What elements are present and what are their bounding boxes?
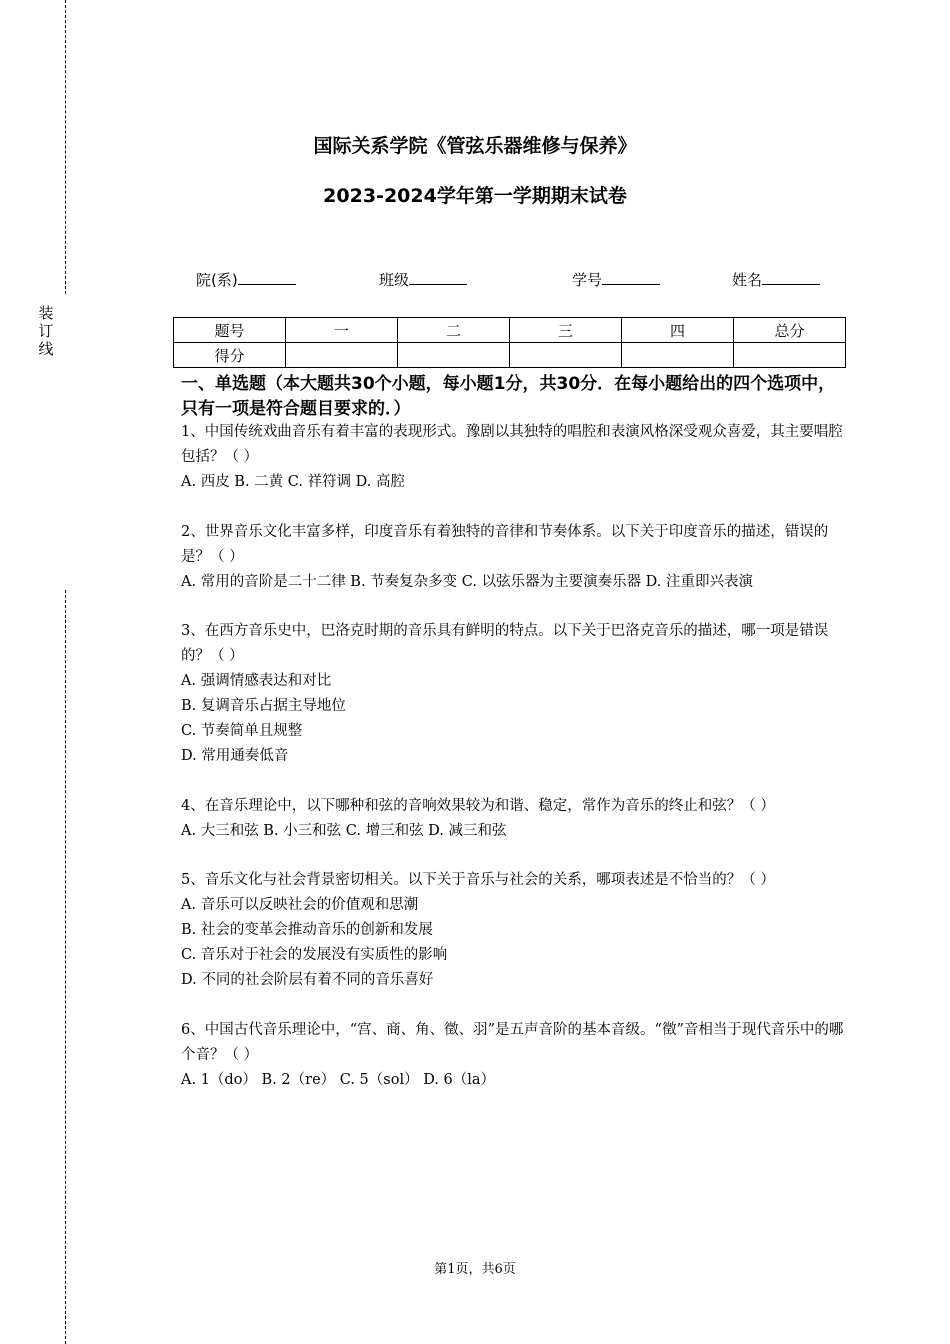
class-field: [379, 268, 467, 290]
score-cell: 得分: [174, 343, 286, 368]
name-blank: [762, 268, 820, 285]
question-options: A. 大三和弦 B. 小三和弦 C. 增三和弦 D. 减三和弦: [181, 822, 507, 839]
question-option: A. 音乐可以反映社会的价值观和思潮: [181, 897, 419, 913]
student-id-blank: [602, 268, 660, 285]
score-table: [173, 317, 846, 368]
question-options: A. 1（do） B. 2（re） C. 5（sol） D. 6（la）: [181, 1071, 496, 1088]
question-options: A. 常用的音阶是二十二律 B. 节奏复杂多变 C. 以弦乐器为主要演奏乐器 D. 注重即兴表演: [181, 573, 754, 590]
student-info-row: [0, 268, 950, 292]
score-table-score-row: [174, 343, 846, 368]
question-option: B. 社会的变革会推动音乐的创新和发展: [181, 922, 433, 938]
binding-line-bottom: [65, 590, 66, 1344]
question-text: 2、世界音乐文化丰富多样，印度音乐有着独特的音律和节奏体系。以下关于印度音乐的描述，错误的是？（ ）: [181, 523, 829, 565]
score-cell: [622, 343, 734, 368]
exam-subtitle: 2023-2024学年第一学期期末试卷: [323, 185, 627, 207]
binding-label: [38, 304, 54, 358]
student-id-label: 学号: [572, 271, 603, 289]
question-item: [181, 520, 846, 595]
question-item: [181, 868, 846, 993]
question-item: [181, 794, 846, 844]
class-label: 班级: [379, 271, 410, 289]
score-table-header-row: [174, 318, 846, 343]
question-text: 3、在西方音乐史中，巴洛克时期的音乐具有鲜明的特点。以下关于巴洛克音乐的描述，哪一项是错误的？（ ）: [181, 623, 829, 664]
question-text: 1、中国传统戏曲音乐有着丰富的表现形式。豫剧以其独特的唱腔和表演风格深受观众喜爱，其主要唱腔包括？（ ）: [181, 424, 843, 465]
score-cell: 总分: [734, 318, 846, 343]
question-text: 5、音乐文化与社会背景密切相关。以下关于音乐与社会的关系，哪项表述是不恰当的？（ ）: [181, 872, 775, 888]
score-cell: 四: [622, 318, 734, 343]
page-footer: 第1页，共6页: [434, 1262, 516, 1277]
question-item: [181, 619, 846, 769]
question-option: B. 复调音乐占据主导地位: [181, 698, 346, 714]
section-heading: 一、单选题（本大题共30个小题，每小题1分，共30分．在每小题给出的四个选项中，只有一项是符合题目要求的．）: [181, 374, 836, 419]
score-cell: [286, 343, 398, 368]
class-blank: [409, 268, 467, 285]
question-option: D. 不同的社会阶层有着不同的音乐喜好: [181, 972, 434, 988]
question-option: A. 强调情感表达和对比: [181, 673, 332, 689]
binding-char: 线: [38, 340, 54, 358]
score-cell: 二: [398, 318, 510, 343]
question-options: A. 西皮 B. 二黄 C. 祥符调 D. 高腔: [181, 474, 406, 490]
binding-char: 装: [38, 304, 54, 322]
question-text: 6、中国古代音乐理论中，“宫、商、角、徵、羽”是五声音阶的基本音级。“徵”音相当于现代音乐中的哪个音？（ ）: [181, 1021, 844, 1063]
name-label: 姓名: [732, 271, 763, 289]
department-field: [196, 268, 296, 290]
score-cell: 三: [510, 318, 622, 343]
score-cell: [734, 343, 846, 368]
score-cell: 题号: [174, 318, 286, 343]
department-label: 院(系): [196, 271, 238, 289]
question-option: C. 节奏简单且规整: [181, 723, 303, 739]
question-text: 4、在音乐理论中，以下哪种和弦的音响效果较为和谐、稳定，常作为音乐的终止和弦？（ ）: [181, 797, 775, 814]
question-item: [181, 1018, 846, 1093]
department-blank: [238, 268, 296, 285]
question-list: [181, 420, 846, 1117]
question-option: C. 音乐对于社会的发展没有实质性的影响: [181, 947, 448, 963]
binding-char: 订: [38, 322, 54, 340]
score-cell: [398, 343, 510, 368]
exam-title: 国际关系学院《管弦乐器维修与保养》: [313, 135, 637, 157]
question-item: [181, 420, 846, 495]
score-cell: 一: [286, 318, 398, 343]
name-field: [732, 268, 820, 290]
question-option: D. 常用通奏低音: [181, 748, 289, 764]
score-cell: [510, 343, 622, 368]
student-id-field: [572, 268, 660, 290]
